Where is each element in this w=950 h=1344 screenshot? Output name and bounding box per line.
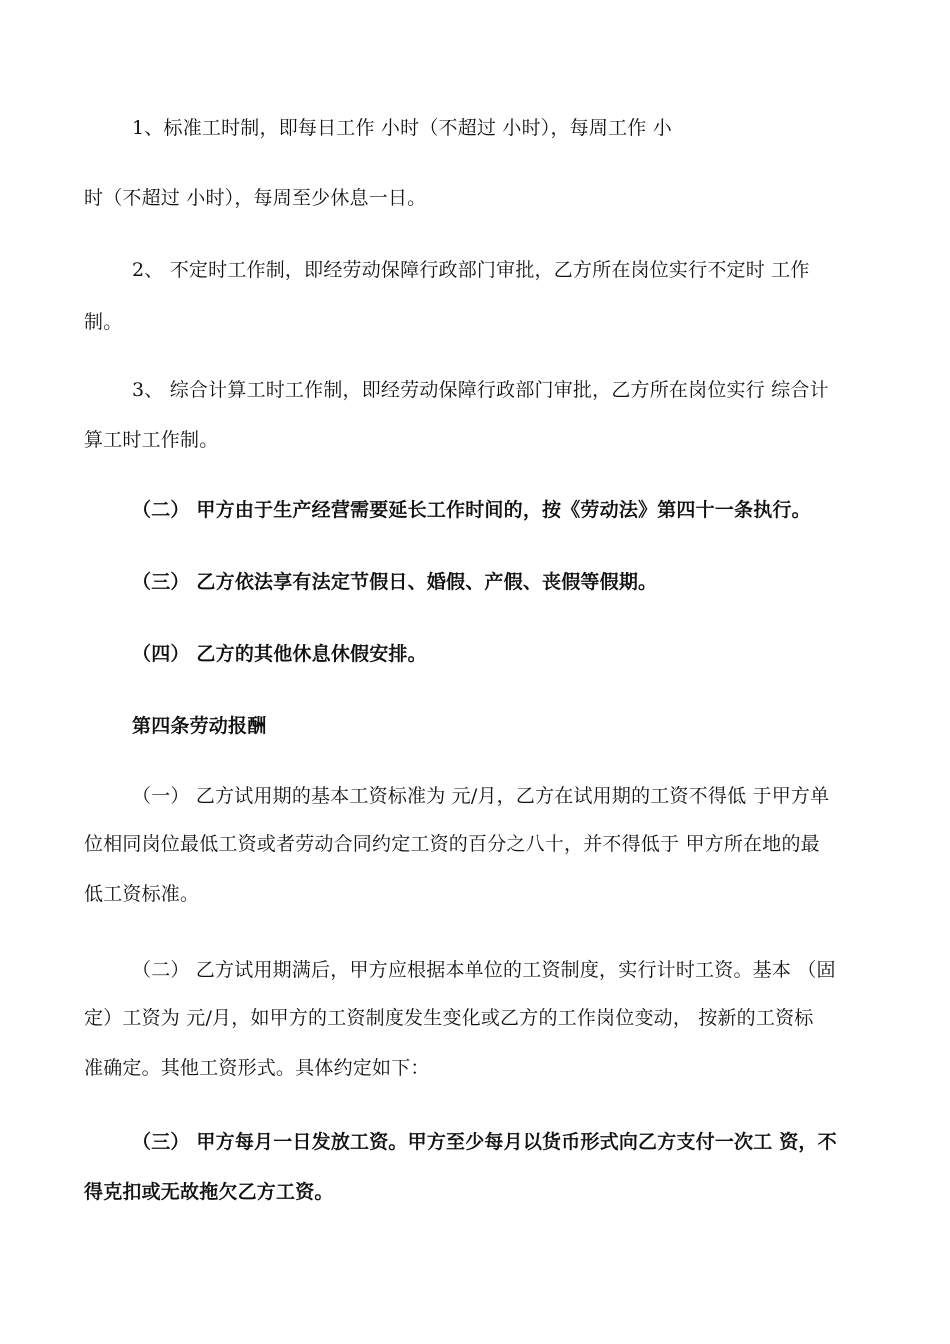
payday-line-1: （三） 甲方每月一日发放工资。甲方至少每月以货币形式向乙方支付一次工 资，不 — [132, 1131, 837, 1153]
probation-wage-line-2: 位相同岗位最低工资或者劳动合同约定工资的百分之八十，并不得低于 甲方所在地的最 — [84, 833, 820, 855]
clause-3-line-1: 3、 综合计算工时工作制，即经劳动保障行政部门审批，乙方所在岗位实行 综合计 — [132, 379, 829, 401]
clause-1-line-1: 1、标准工时制，即每日工作 小时（不超过 小时），每周工作 小 — [132, 117, 672, 139]
holiday-clause: （三） 乙方依法享有法定节假日、婚假、产假、丧假等假期。 — [132, 571, 658, 593]
regular-wage-line-3: 准确定。其他工资形式。具体约定如下： — [84, 1057, 430, 1079]
clause-2-line-1: 2、 不定时工作制，即经劳动保障行政部门审批，乙方所在岗位实行不定时 工作 — [132, 259, 810, 281]
article-4-heading: 第四条劳动报酬 — [132, 715, 267, 737]
regular-wage-line-2: 定）工资为 元/月，如甲方的工资制度发生变化或乙方的工作岗位变动， 按新的工资标 — [84, 1007, 814, 1029]
overtime-clause: （二） 甲方由于生产经营需要延长工作时间的，按《劳动法》第四十一条执行。 — [132, 499, 811, 521]
probation-wage-line-1: （一） 乙方试用期的基本工资标准为 元/月，乙方在试用期的工资不得低 于甲方单 — [132, 785, 830, 807]
payday-line-2: 得克扣或无故拖欠乙方工资。 — [84, 1181, 334, 1203]
probation-wage-line-3: 低工资标准。 — [84, 883, 200, 905]
clause-1-line-2: 时（不超过 小时），每周至少休息一日。 — [84, 187, 427, 209]
other-leave-clause: （四） 乙方的其他休息休假安排。 — [132, 643, 427, 665]
clause-2-line-2: 制。 — [84, 311, 123, 333]
clause-3-line-2: 算工时工作制。 — [84, 429, 219, 451]
regular-wage-line-1: （二） 乙方试用期满后，甲方应根据本单位的工资制度，实行计时工资。基本 （固 — [132, 959, 836, 981]
